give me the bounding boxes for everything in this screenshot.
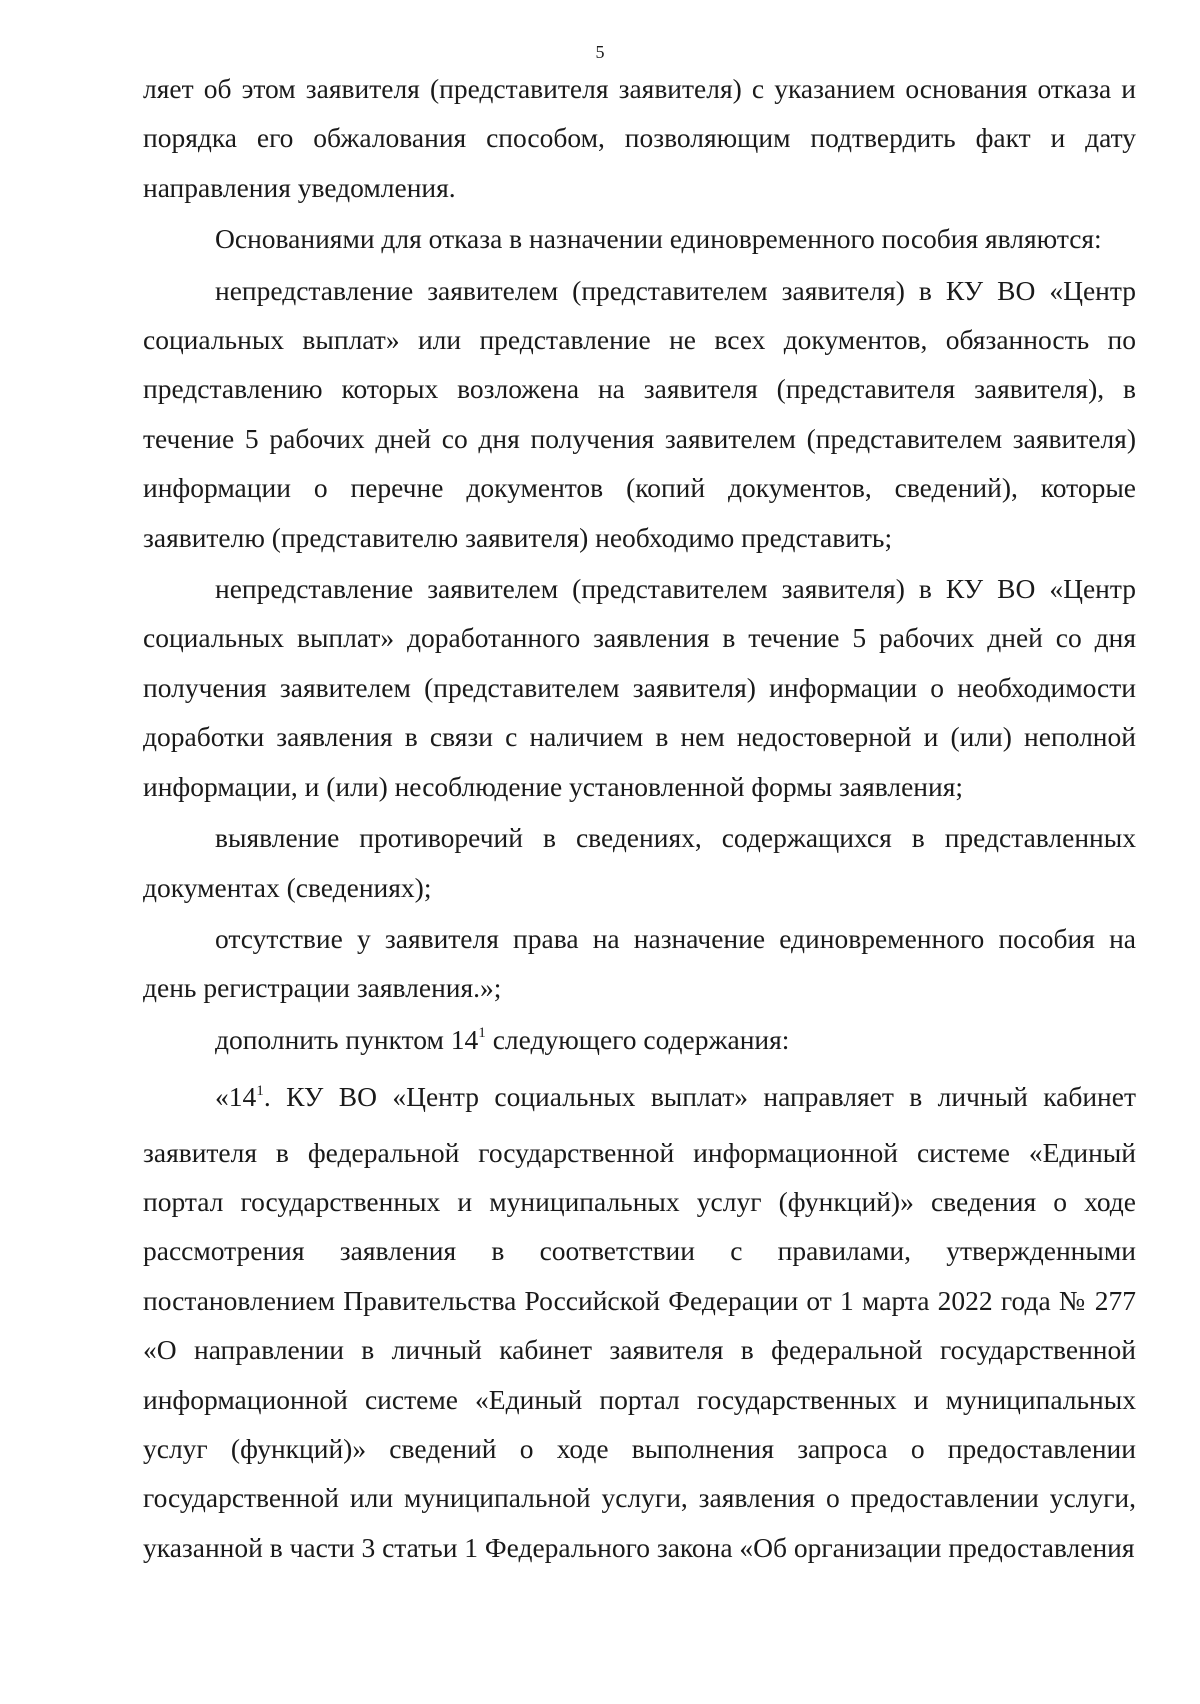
page-number: 5 bbox=[595, 42, 605, 62]
paragraph-continuation: ляет об этом заявителя (представителя заявителя) с указанием основания отказа и порядка его обжалования способом, позволяющим подтвердить факт и дату направления уведомления. bbox=[143, 73, 1136, 203]
paragraph-ground-no-right: отсутствие у заявителя права на назначение единовременного пособия на день регистрации заявления.»; bbox=[143, 922, 1136, 1004]
paragraph-ground-revised-application: непредставление заявителем (представителем заявителя) в КУ ВО «Центр социальных выплат» доработанного заявления в течение 5 рабочих дней со дня получения заявителем (представителем заявителя) информации о необходимости доработки заявления в связи с наличием в нем недостоверной и (или) неполной информации, и (или) несоблюдение установленной формы заявления; bbox=[143, 573, 1136, 802]
document-body bbox=[143, 64, 1136, 1574]
clause-number: «14 bbox=[215, 1081, 257, 1113]
superscript-marker: 1 bbox=[256, 1082, 264, 1099]
paragraph-ground-documents-not-submitted: непредставление заявителем (представителем заявителя) в КУ ВО «Центр социальных выплат» или представление не всех документов, обязанность по представлению которых возложена на заявителя (представителя заявителя), в течение 5 рабочих дней со дня получения заявителем (представителем заявителя) информации о перечне документов (копий документов, сведений), которые заявителю (представителю заявителя) необходимо представить; bbox=[143, 274, 1136, 553]
add-clause-text-start: дополнить пунктом 14 bbox=[215, 1023, 479, 1055]
paragraph-clause-14-1 bbox=[143, 1072, 1136, 1572]
add-clause-text-end: следующего содержания: bbox=[485, 1023, 790, 1055]
clause-text: . КУ ВО «Центр социальных выплат» направляет в личный кабинет заявителя в федеральной государственной информационной системе «Единый портал государственных и муниципальных услуг (функций)» сведения о ходе рассмотрения заявления в соответствии с правилами, утвержденными постановлением Правительства Российской Федерации от 1 марта 2022 года № 277 «О направлении в личный кабинет заявителя в федеральной государственной информационной системе «Единый портал государственных и муниципальных услуг (функций)» сведений о ходе выполнения запроса о предоставлении государственной или муниципальной услуги, заявления о предоставлении услуги, указанной в части 3 статьи 1 Федерального закона «Об организации предоставления bbox=[143, 1081, 1136, 1563]
paragraph-add-clause bbox=[143, 1015, 1136, 1070]
paragraph-refusal-grounds-intro: Основаниями для отказа в назначении единовременного пособия являются: bbox=[215, 223, 1102, 255]
paragraph-ground-contradictions: выявление противоречий в сведениях, содержащихся в представленных документах (сведениях); bbox=[143, 822, 1136, 903]
superscript-marker: 1 bbox=[478, 1025, 486, 1042]
